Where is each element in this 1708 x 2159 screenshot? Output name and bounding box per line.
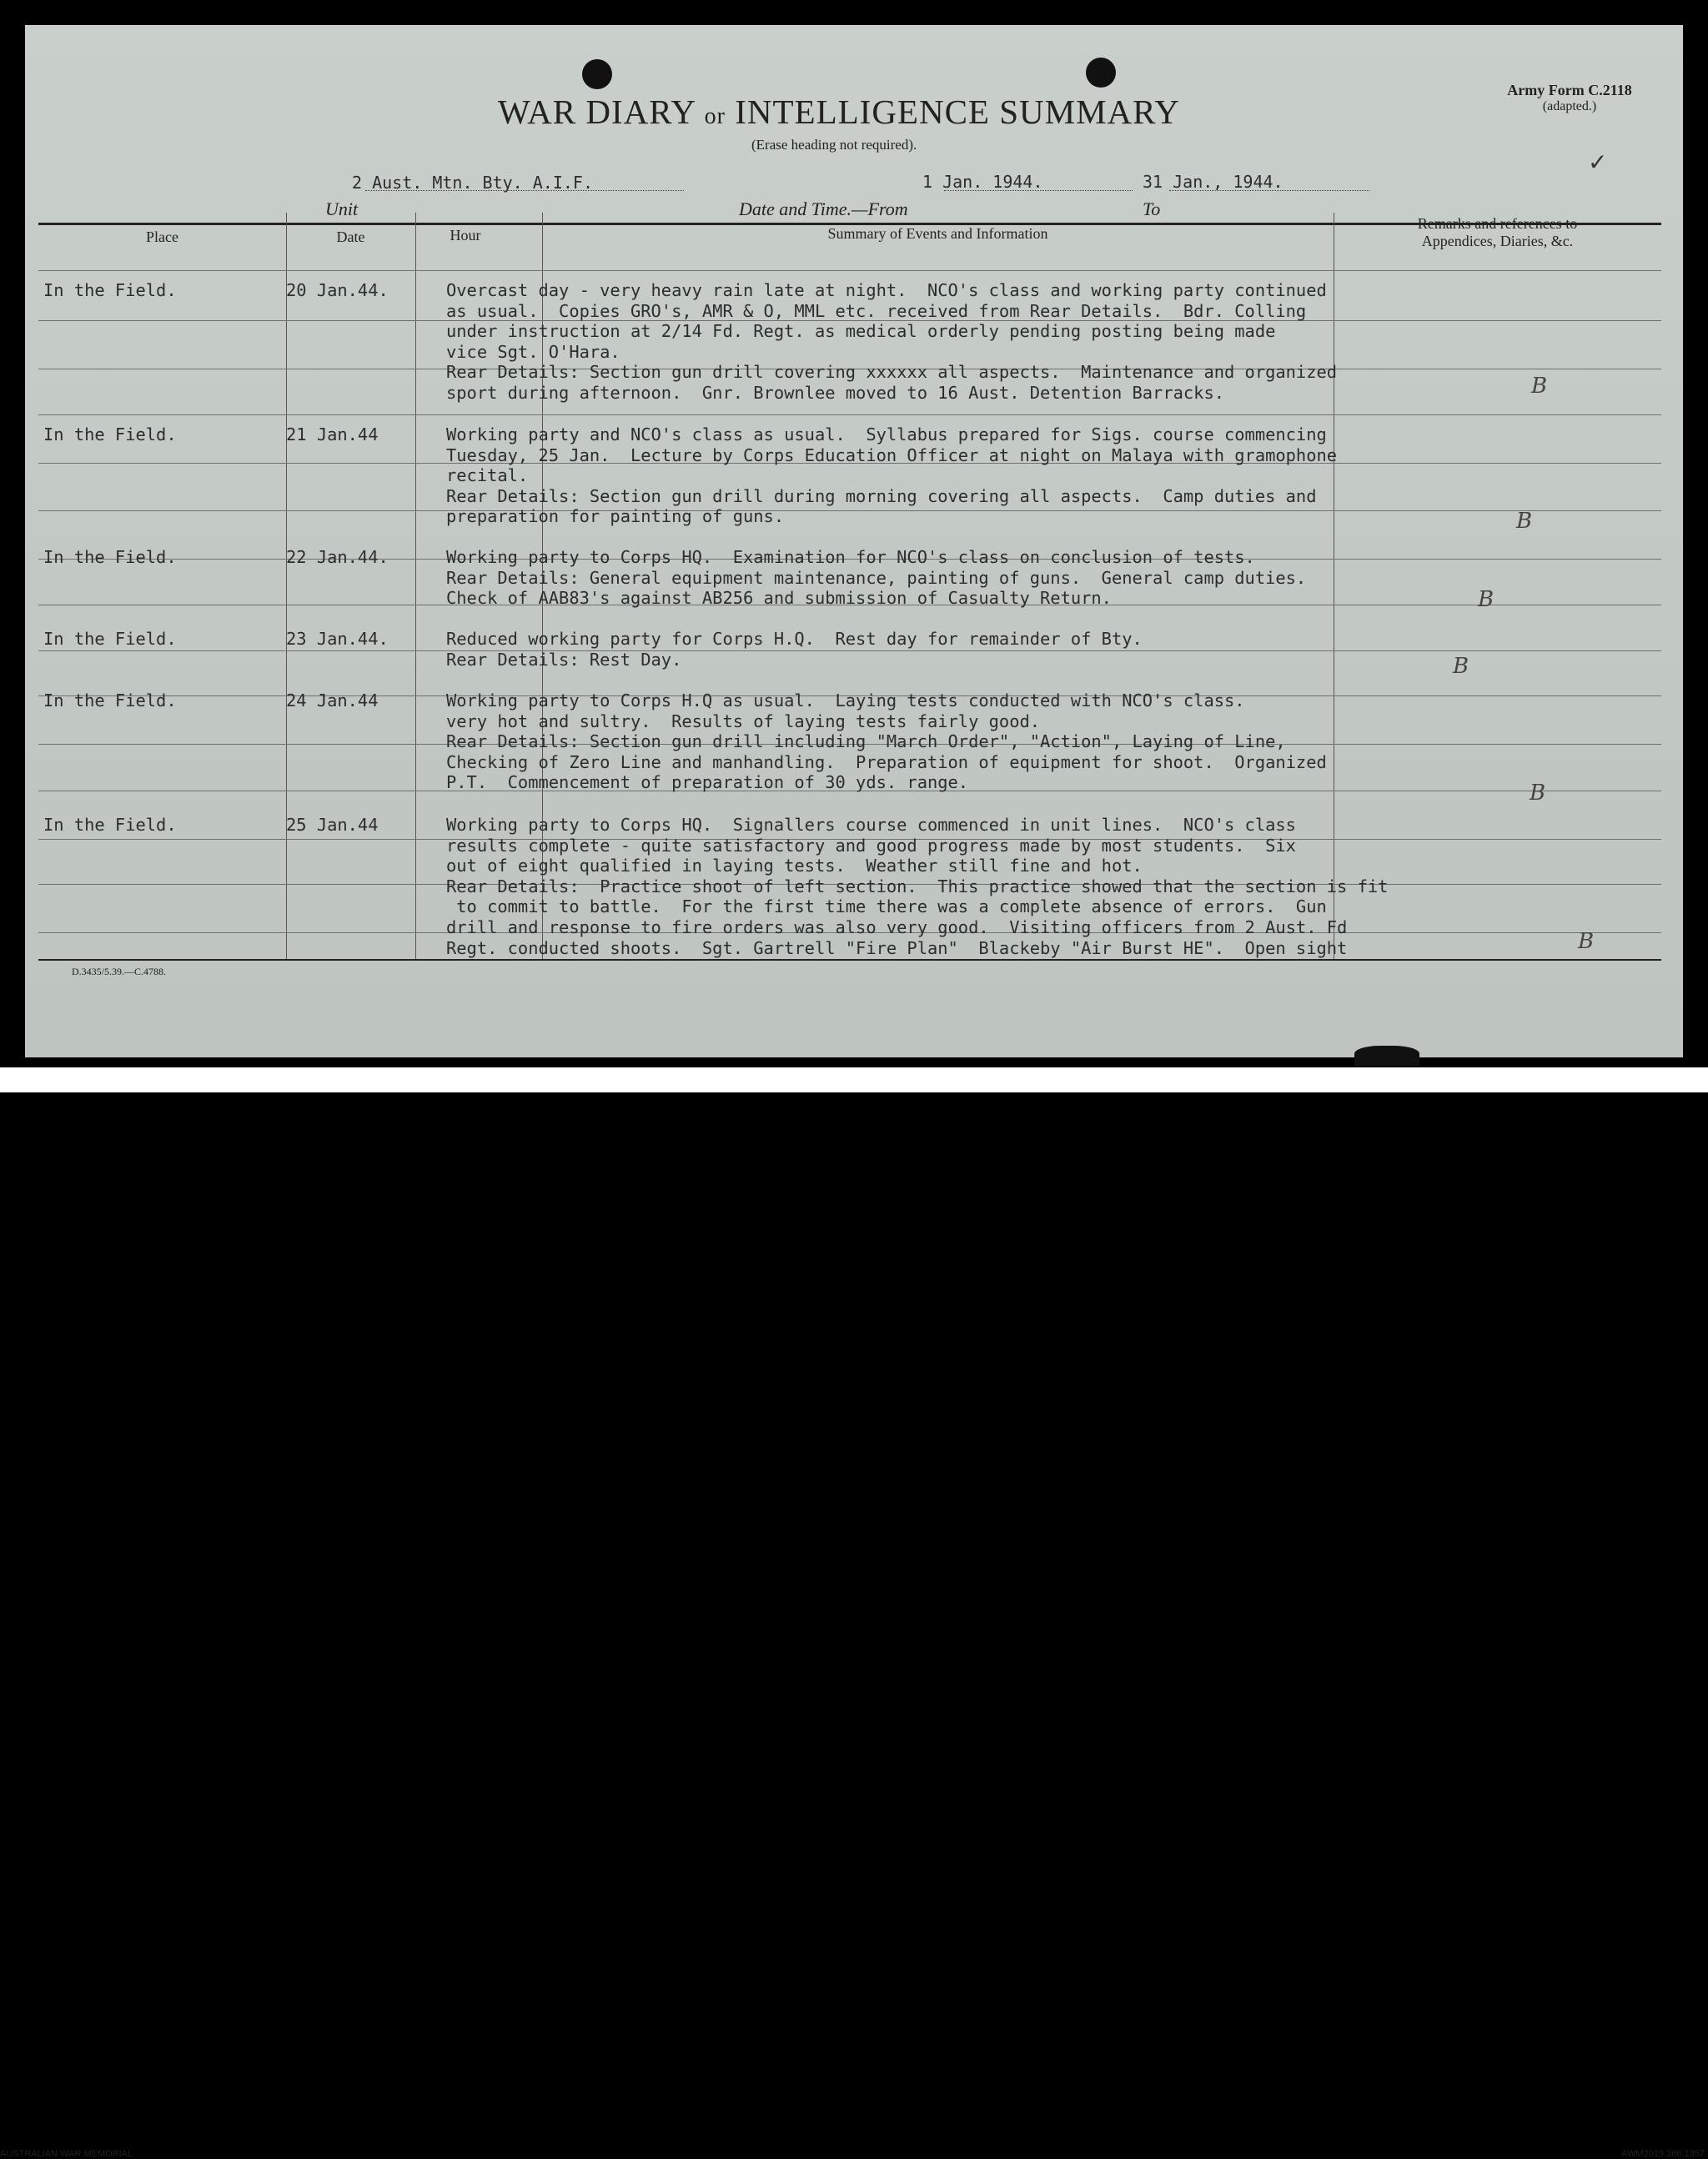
column-header-place: Place [146,228,178,245]
entry-summary-line: Rear Details: Section gun drill during morning covering all aspects. Camp duties and [446,485,1317,506]
entry-summary-line: very hot and sultry. Results of laying tests fairly good. [446,710,1041,731]
entry-summary-line: Working party to Corps HQ. Signallers course commenced in unit lines. NCO's class [446,815,1296,835]
entry-place: In the Field. [43,815,177,835]
officer-initial: B [1531,374,1548,399]
adapted-note: (adapted.) [1542,99,1597,113]
erase-note: (Erase heading not required). [751,137,917,153]
officer-initial: B [1530,781,1546,806]
entry-summary-line: Rear Details: Section gun drill including "March Order", "Action", Laying of Line, [446,731,1286,752]
entry-summary-line: Working party to Corps HQ. Examination for NCO's class on conclusion of tests. [446,547,1255,567]
date-from-value: 1 Jan. 1944. [922,172,1043,192]
entry-date: 21 Jan.44 [286,424,379,444]
page-title [498,92,1180,132]
remarks-header-line: Remarks and references to [1417,215,1578,232]
entry-summary-line: P.T. Commencement of preparation of 30 yds. range. [446,772,969,793]
print-code: D.3435/5.39.—C.4788. [72,966,167,977]
entry-summary-line: Working party to Corps H.Q as usual. Laying tests conducted with NCO's class. [446,690,1245,710]
entry-place: In the Field. [43,690,177,710]
entry-summary-line: under instruction at 2/14 Fd. Regt. as medical orderly pending posting being made [446,321,1276,342]
tick-mark: ✓ [1588,148,1608,176]
entry-summary-line: recital. [446,465,529,486]
entry-date: 25 Jan.44 [286,815,379,835]
column-divider [286,213,287,960]
date-to-value: 31 Jan., 1944. [1143,172,1284,192]
entry-summary-line: Overcast day - very heavy rain late at night. NCO's class and working party continued [446,280,1327,300]
entry-summary-line: Checking of Zero Line and manhandling. Preparation of equipment for shoot. Organized [446,751,1327,772]
entry-summary-line: Regt. conducted shoots. Sgt. Gartrell "Fire Plan" Blackeby "Air Burst HE". Open sight [446,937,1348,958]
entry-summary-line: vice Sgt. O'Hara. [446,341,620,362]
entry-place: In the Field. [43,629,177,649]
column-header-hour: Hour [450,227,481,244]
credit-left: AUSTRALIAN WAR MEMORIAL [0,2149,133,2159]
table-bottom-rule [38,959,1661,961]
entry-summary-line: to commit to battle. For the first time there was a complete absence of errors. Gun [446,896,1327,917]
entry-summary-line: out of eight qualified in laying tests. Weather still fine and hot. [446,856,1143,876]
entry-summary-line: Rear Details: Section gun drill covering xxxxxx all aspects. Maintenance and organized [446,362,1338,383]
title-war-diary: WAR DIARY [498,93,696,131]
entry-summary-line: sport during afternoon. Gnr. Brownlee moved to 16 Aust. Detention Barracks. [446,383,1224,403]
entry-summary-line: preparation for painting of guns. [446,506,785,527]
row-rule [38,650,1661,651]
entry-place: In the Field. [43,547,177,567]
to-dotted-line [1169,190,1369,191]
entry-place: In the Field. [43,424,177,444]
date-from-label: Date and Time.—From [739,198,908,219]
unit-value: 2 Aust. Mtn. Bty. A.I.F. [352,173,593,193]
entry-summary-line: results complete - quite satisfactory and good progress made by most students. Six [446,835,1296,856]
entry-summary-line: Reduced working party for Corps H.Q. Rest day for remainder of Bty. [446,629,1143,649]
remarks-header-line: Appendices, Diaries, &c. [1421,233,1574,249]
date-to-label: To [1143,198,1161,219]
officer-initial: B [1578,929,1595,954]
diary-page [25,25,1683,1057]
entry-summary-line: Working party and NCO's class as usual. Syllabus prepared for Sigs. course commencing [446,424,1327,444]
from-dotted-line [944,190,1133,191]
unit-dotted-line [365,190,684,191]
title-or: or [704,103,726,129]
column-header-remarks [1334,215,1661,250]
army-form-reference [1465,82,1674,114]
entry-date: 20 Jan.44. [286,280,389,300]
column-divider [415,213,416,960]
entry-summary-line: as usual. Copies GRO's, AMR & O, MML etc. received from Rear Details. Bdr. Colling [446,300,1307,321]
entry-date: 22 Jan.44. [286,547,389,567]
row-rule [38,414,1661,415]
officer-initial: B [1516,509,1533,534]
entry-place: In the Field. [43,280,177,300]
entry-summary-line: Rear Details: Rest Day. [446,649,682,670]
unit-label: Unit [325,198,359,219]
entry-summary-line: Rear Details: Practice shoot of left section. This practice showed that the section is fit [446,876,1389,896]
entry-summary-line: drill and response to fire orders was also very good. Visiting officers from 2 Aust. Fd [446,917,1348,937]
entry-date: 23 Jan.44. [286,629,389,649]
officer-initial: B [1478,587,1494,612]
punch-hole [1354,1046,1419,1066]
row-rule [38,510,1661,511]
punch-hole [1086,58,1116,88]
officer-initial: B [1453,654,1469,679]
entry-date: 24 Jan.44 [286,690,379,710]
column-header-summary: Summary of Events and Information [827,225,1048,242]
army-form-number: Army Form C.2118 [1507,82,1632,98]
entry-summary-line: Tuesday, 25 Jan. Lecture by Corps Education Officer at night on Malaya with gramophone [446,444,1338,465]
credit-right: AWM2019.366.1357 [1621,2149,1705,2159]
entry-summary-line: Rear Details: General equipment maintenance, painting of guns. General camp duties. [446,567,1307,588]
column-header-date: Date [336,228,365,245]
credit-strip [0,1067,1708,2159]
punch-hole [582,59,612,89]
header-rule [38,270,1661,271]
title-intelligence-summary: INTELLIGENCE SUMMARY [735,93,1180,131]
entry-summary-line: Check of AAB83's against AB256 and submission of Casualty Return. [446,588,1112,609]
